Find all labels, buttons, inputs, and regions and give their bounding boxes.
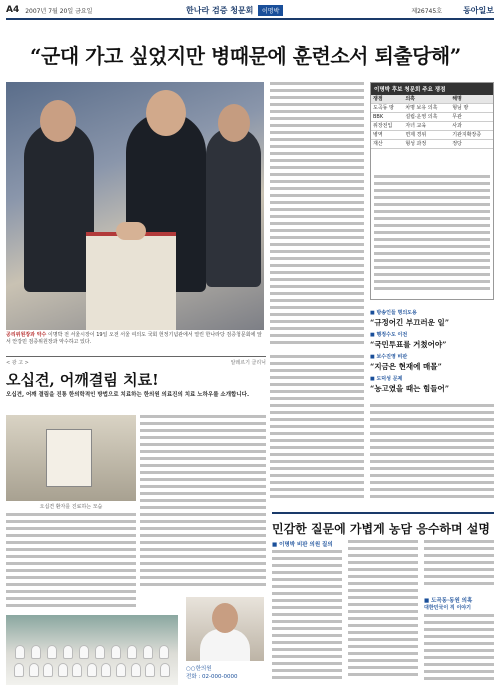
clinic-photo [6,415,136,501]
page-header [6,3,494,17]
sidebar-item [370,353,494,372]
article-column-3 [370,404,494,506]
table-header-row [371,95,493,104]
body-text [348,540,418,676]
table-cell: BBK [371,113,403,122]
staff-photo [6,615,178,685]
bottom-column-1 [272,550,342,686]
head-center [146,90,186,136]
advertorial [6,356,266,686]
clinic-caption: 오십견 환자를 진료하는 모습 [39,504,103,510]
body-text [370,404,494,498]
sidebar-kicker: ■ 보수진영 비판 [370,354,408,360]
table-cell: 형성 과정 [403,140,450,149]
photo-caption [6,332,264,346]
table-cell: 사과 [450,122,493,131]
issue-date: 2007년 7월 20일 금요일 [25,7,93,15]
sidebar-item [370,331,494,350]
section-tag: 이명박 [258,5,283,16]
body-text [424,614,494,680]
handshake [116,222,146,240]
header-rule [6,18,494,20]
doctor-body [200,629,250,661]
issue-table-grid [371,95,493,149]
caption-label: 공리위원장과 악수 [6,332,47,338]
table-cell: 재산 [371,140,403,149]
head-right [218,104,250,142]
staff-row [12,663,172,677]
bottom-column-3 [424,540,494,592]
body-text [140,415,266,586]
table-row [371,131,493,140]
body-text [272,550,342,679]
body-text [6,513,136,607]
body-text [270,355,364,498]
bottom-column-2 [348,540,418,686]
table-title: 이명박 후보 청문회 주요 쟁점 [371,83,493,95]
table-cell: 면제 경위 [403,131,450,140]
ad-tag: < 광 고 > [6,360,29,366]
bottom-subhead: 대한민국이 직 이야기 [424,605,471,611]
clinic-device [46,429,92,487]
sidebar-headline: “농고였을 때는 힘들어” [370,384,450,393]
sidebar-headline: “지금은 현재에 매몰” [370,362,442,371]
person-left [24,122,94,292]
ad-column-1 [6,513,136,611]
person-right [206,127,261,287]
issue-number: 제26745호 [411,7,442,15]
table-cell: 자녀 교육 [403,122,450,131]
bottom-column-4 [424,614,494,686]
body-text [424,540,494,585]
sidebar-item [370,309,494,328]
table-cell: 정당 [450,140,493,149]
table-header: 쟁점 [371,95,403,104]
body-text [374,175,490,290]
table-header: 의혹 [403,95,450,104]
sidebar-kicker: ■ 방송인들 명의도용 [370,310,417,316]
section-title: 한나라 검증 청문회 [186,5,254,15]
ad-category: 알레르기 클리닉 [230,360,266,366]
sidebar-kicker: ■ 행정수도 이전 [370,332,408,338]
bottom-article-headline: 민감한 질문에 가볍게 농담 응수하며 설명 [272,512,494,537]
sidebar-item [370,375,494,394]
head-left [40,100,76,142]
table-row [371,113,493,122]
ad-contact [186,665,237,681]
bottom-subhead: ■ 이명박 비판 의원 질의 [272,542,333,548]
main-photo [6,82,264,330]
sidebar-headline: “국민투표를 거쳤어야” [370,340,447,349]
table-row [371,104,493,113]
doctor-photo [186,597,264,661]
caption-text: 이명박 전 서울시장이 19일 오전 서울 여의도 국회 헌정기념관에서 열린 한나라당 검증청문회에 앞서 안강민 검증위원장과 악수하고 있다. [6,332,262,345]
sidebar-headlines [370,306,494,396]
page-number: A4 [6,5,20,15]
lectern [86,232,176,330]
table-header: 해명 [450,95,493,104]
contact-phone: 전화 : 02-000-0000 [186,674,238,680]
staff-row [12,645,172,659]
sidebar-kicker: ■ 도덕성 문제 [370,376,403,382]
table-notes [374,175,490,295]
issue-table [370,82,494,300]
table-cell: 무관 [450,113,493,122]
table-cell: 병역 [371,131,403,140]
doctor-head [212,603,238,633]
article-column-2 [270,355,364,505]
contact-name: ○○한의원 [186,666,212,672]
newspaper-logo: 동아일보 [463,4,494,15]
sidebar-headline: “규정어긴 부끄러운 일” [370,318,450,327]
table-cell: 차명 보유 의혹 [403,104,450,113]
table-cell: 설립·운영 의혹 [403,113,450,122]
table-row [371,122,493,131]
table-cell: 위장전입 [371,122,403,131]
bottom-subhead: ■ 도곡동·동원 의혹 [424,598,473,604]
table-cell: 기관지확장증 [450,131,493,140]
table-cell: 형님 땅 [450,104,493,113]
body-text [270,82,364,344]
table-row [371,140,493,149]
ad-lead: 오십견, 어깨 결림을 진통 한의학적인 방법으로 치료하는 한의원 의료진의 치료 노하우를 소개합니다. [6,392,250,398]
article-column-1 [270,82,364,350]
main-headline: “군대 가고 싶었지만 병때문에 훈련소서 퇴출당해” [30,44,461,68]
ad-title: 오십견, 어깨결림 치료! [6,371,159,389]
table-cell: 도곡동 땅 [371,104,403,113]
ad-label-row [6,357,266,368]
ad-column-2 [140,415,266,593]
